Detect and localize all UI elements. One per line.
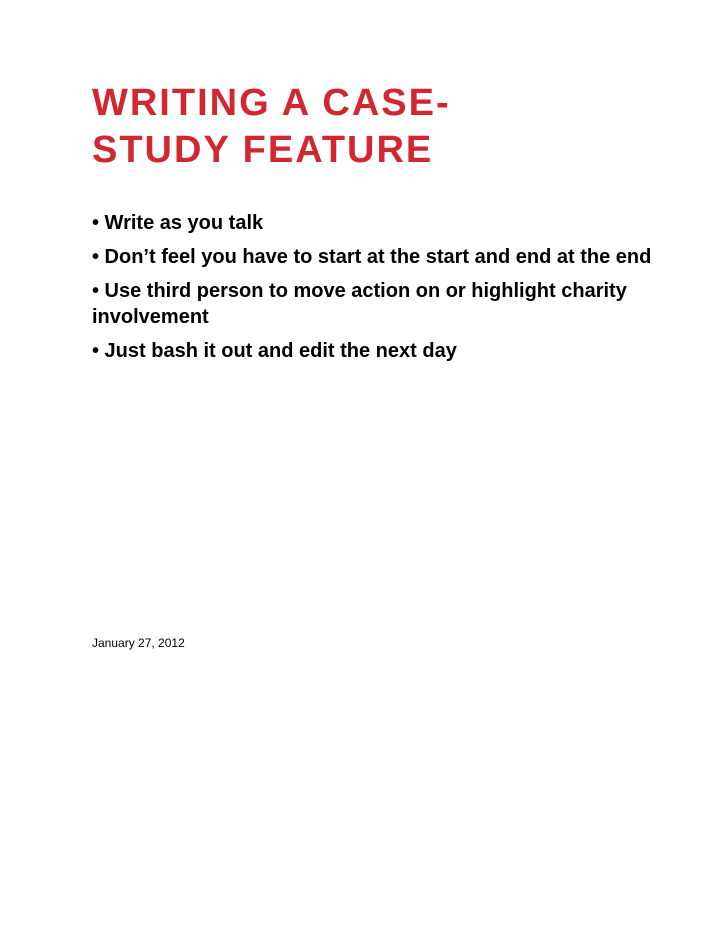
bullet-item <box>92 278 728 330</box>
bullet-item <box>92 244 728 270</box>
bullet-list <box>92 210 728 364</box>
bullet-item <box>92 210 728 236</box>
slide-title-line-2: STUDY FEATURE <box>92 129 434 171</box>
slide-title <box>92 80 652 174</box>
bullet-item <box>92 338 728 364</box>
bullet-text: • Don’t feel you have to start at the start and end at the end <box>92 246 652 268</box>
bullet-text: • Write as you talk <box>92 212 264 234</box>
bullet-text: • Use third person to move action on or highlight charity <box>92 280 627 302</box>
slide-title-line-1: WRITING A CASE- <box>92 82 451 124</box>
bullet-text-continuation: involvement <box>92 306 209 328</box>
bullet-text: • Just bash it out and edit the next day <box>92 340 457 362</box>
slide-date: January 27, 2012 <box>92 636 185 650</box>
